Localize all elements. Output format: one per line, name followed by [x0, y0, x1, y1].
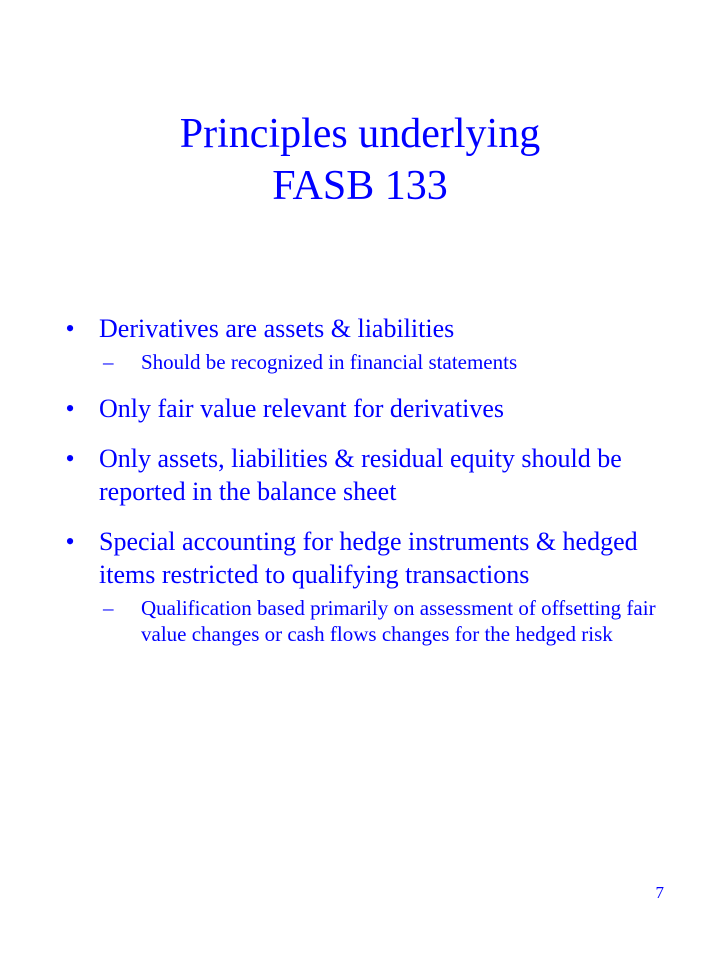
sub-bullet-text: Should be recognized in financial statements	[141, 350, 518, 374]
bullet-icon: •	[65, 527, 75, 556]
bullet-item	[60, 525, 670, 647]
bullet-icon: •	[65, 394, 75, 423]
sub-bullet-item	[99, 349, 670, 375]
bullet-icon: •	[65, 314, 75, 343]
bullet-text: Special accounting for hedge instruments & hedged items restricted to qualifying transactions	[99, 527, 638, 589]
bullet-item	[60, 442, 670, 508]
sub-bullet-item	[99, 595, 670, 647]
dash-icon: –	[103, 350, 114, 374]
bullet-text: Only fair value relevant for derivatives	[99, 394, 504, 423]
bullet-item	[60, 392, 670, 425]
slide-title	[0, 108, 720, 212]
page-number: 7	[655, 883, 664, 902]
slide-title-line-1: Principles underlying	[179, 111, 541, 157]
slide-title-line-2: FASB 133	[272, 163, 448, 209]
bullet-item	[60, 312, 670, 375]
sub-bullet-list	[99, 595, 670, 647]
bullet-list	[60, 312, 670, 664]
bullet-text: Only assets, liabilities & residual equity should be reported in the balance sheet	[99, 444, 622, 506]
bullet-text: Derivatives are assets & liabilities	[99, 314, 455, 343]
sub-bullet-list	[99, 349, 670, 375]
sub-bullet-text: Qualification based primarily on assessment of offsetting fair value changes or cash flows changes for the hedged risk	[141, 596, 656, 646]
dash-icon: –	[103, 596, 114, 620]
bullet-icon: •	[65, 444, 75, 473]
